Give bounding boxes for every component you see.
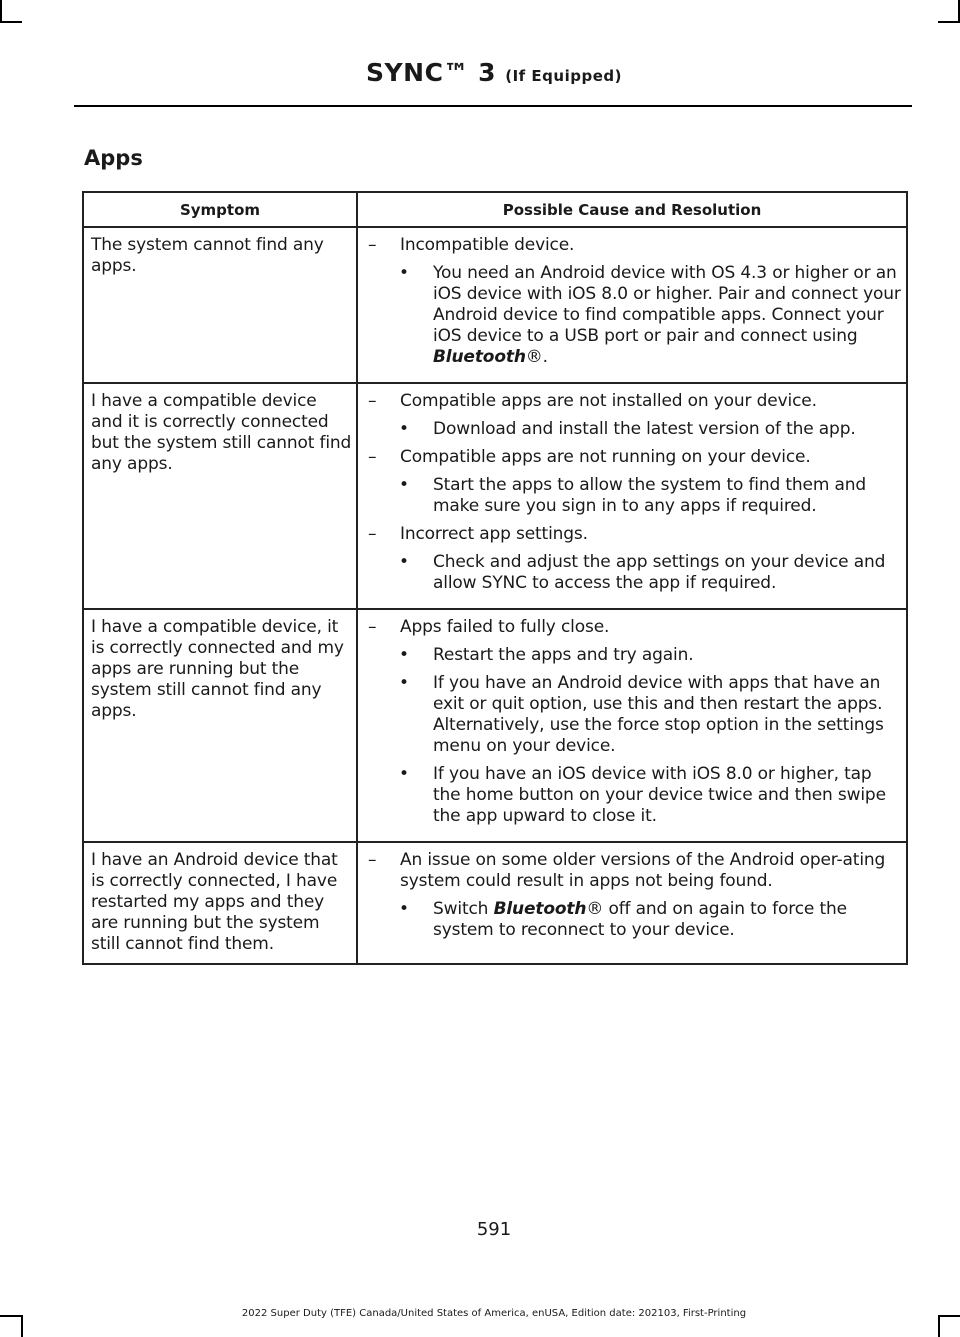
table-header-row — [83, 192, 907, 227]
cause-text: Incompatible device. — [400, 235, 575, 255]
resolution-text: Start the apps to allow the system to find them and make sure you sign in to any apps if required. — [433, 475, 867, 516]
bluetooth-term: Bluetooth — [433, 347, 526, 367]
cause-text: Compatible apps are not running on your device. — [400, 447, 811, 467]
bullet-marker: • — [399, 552, 409, 572]
crop-mark — [0, 21, 22, 23]
header-title: SYNC™ 3 — [366, 58, 497, 87]
table-row — [83, 383, 907, 609]
resolution-item — [358, 645, 902, 666]
resolution-list — [358, 419, 902, 440]
bullet-marker: • — [399, 475, 409, 495]
table-body — [83, 227, 907, 964]
cause-text: Compatible apps are not installed on your device. — [400, 391, 817, 411]
cause-text: Apps failed to fully close. — [400, 617, 610, 637]
resolution-list — [358, 899, 902, 941]
symptom-cell: I have an Android device that is correctly connected, I have restarted my apps and they are running but the system still cannot find them. — [83, 842, 357, 964]
symptom-cell: I have a compatible device and it is correctly connected but the system still cannot find any apps. — [83, 383, 357, 609]
cause-item — [358, 850, 902, 892]
resolution-text: Restart the apps and try again. — [433, 645, 694, 665]
resolution-text: If you have an Android device with apps that have an exit or quit option, use this and then restart the apps. Alternatively, use the force stop option in the settings menu on your device. — [433, 673, 884, 756]
footer-text: 2022 Super Duty (TFE) Canada/United States of America, enUSA, Edition date: 202103, First-Printing — [241, 1308, 747, 1319]
resolution-item — [358, 263, 902, 368]
page-number: 591 — [476, 1219, 512, 1240]
dash-marker: – — [368, 447, 377, 467]
column-header-symptom: Symptom — [83, 192, 357, 227]
resolution-list — [358, 475, 902, 517]
bullet-marker: • — [399, 419, 409, 439]
cause-block — [358, 235, 902, 368]
bluetooth-term: Bluetooth — [493, 899, 587, 919]
resolution-text-cont: ® off and on again to force the system to reconnect to your device. — [433, 899, 847, 940]
resolution-text: If you have an iOS device with iOS 8.0 or higher, tap the home button on your device twice and then swipe the app upward to close it. — [433, 764, 886, 826]
cause-block — [358, 447, 902, 517]
resolution-item — [358, 899, 902, 941]
cause-text: An issue on some older versions of the Android oper-ating system could result in apps not being found. — [400, 850, 886, 891]
dash-marker: – — [368, 850, 377, 870]
resolution-cell — [357, 227, 907, 383]
column-header-resolution: Possible Cause and Resolution — [357, 192, 907, 227]
dash-marker: – — [368, 391, 377, 411]
resolution-text: Check and adjust the app settings on your device and allow SYNC to access the app if required. — [433, 552, 886, 593]
section-title: Apps — [84, 146, 143, 170]
cause-item — [358, 235, 902, 256]
table-row — [83, 842, 907, 964]
cause-item — [358, 447, 902, 468]
crop-mark — [0, 0, 2, 22]
resolution-list — [358, 263, 902, 368]
cause-block — [358, 850, 902, 941]
troubleshooting-table — [82, 191, 908, 965]
resolution-text-cont: ®. — [525, 347, 548, 367]
dash-marker: – — [368, 524, 377, 544]
dash-marker: – — [368, 235, 377, 255]
resolution-cell — [357, 842, 907, 964]
resolution-item — [358, 764, 902, 827]
resolution-item — [358, 419, 902, 440]
cause-item — [358, 524, 902, 545]
symptom-cell: The system cannot find any apps. — [83, 227, 357, 383]
bullet-marker: • — [399, 899, 409, 919]
crop-mark — [938, 21, 960, 23]
resolution-cell — [357, 383, 907, 609]
bullet-marker: • — [399, 673, 409, 693]
resolution-text: You need an Android device with OS 4.3 or higher or an iOS device with iOS 8.0 or higher. Pair and connect your Android device to find compatible apps. Connect your iOS device to a USB port or pair and connect using — [433, 263, 901, 346]
cause-block — [358, 391, 902, 440]
resolution-list — [358, 552, 902, 594]
bullet-marker: • — [399, 764, 409, 784]
resolution-text: Switch — [433, 899, 494, 919]
header-subtitle: (If Equipped) — [505, 67, 622, 85]
page-header — [0, 58, 960, 87]
resolution-item — [358, 673, 902, 757]
resolution-item — [358, 475, 902, 517]
bullet-marker: • — [399, 645, 409, 665]
bullet-marker: • — [399, 263, 409, 283]
header-divider — [74, 105, 912, 107]
cause-block — [358, 617, 902, 827]
resolution-cell — [357, 609, 907, 842]
symptom-cell: I have a compatible device, it is correctly connected and my apps are running but the system still cannot find any apps. — [83, 609, 357, 842]
cause-block — [358, 524, 902, 594]
table-row — [83, 227, 907, 383]
crop-mark — [958, 0, 960, 22]
cause-item — [358, 617, 902, 638]
resolution-list — [358, 645, 902, 827]
table-row — [83, 609, 907, 842]
resolution-text: Download and install the latest version of the app. — [433, 419, 856, 439]
dash-marker: – — [368, 617, 377, 637]
cause-text: Incorrect app settings. — [400, 524, 588, 544]
resolution-item — [358, 552, 902, 594]
cause-item — [358, 391, 902, 412]
